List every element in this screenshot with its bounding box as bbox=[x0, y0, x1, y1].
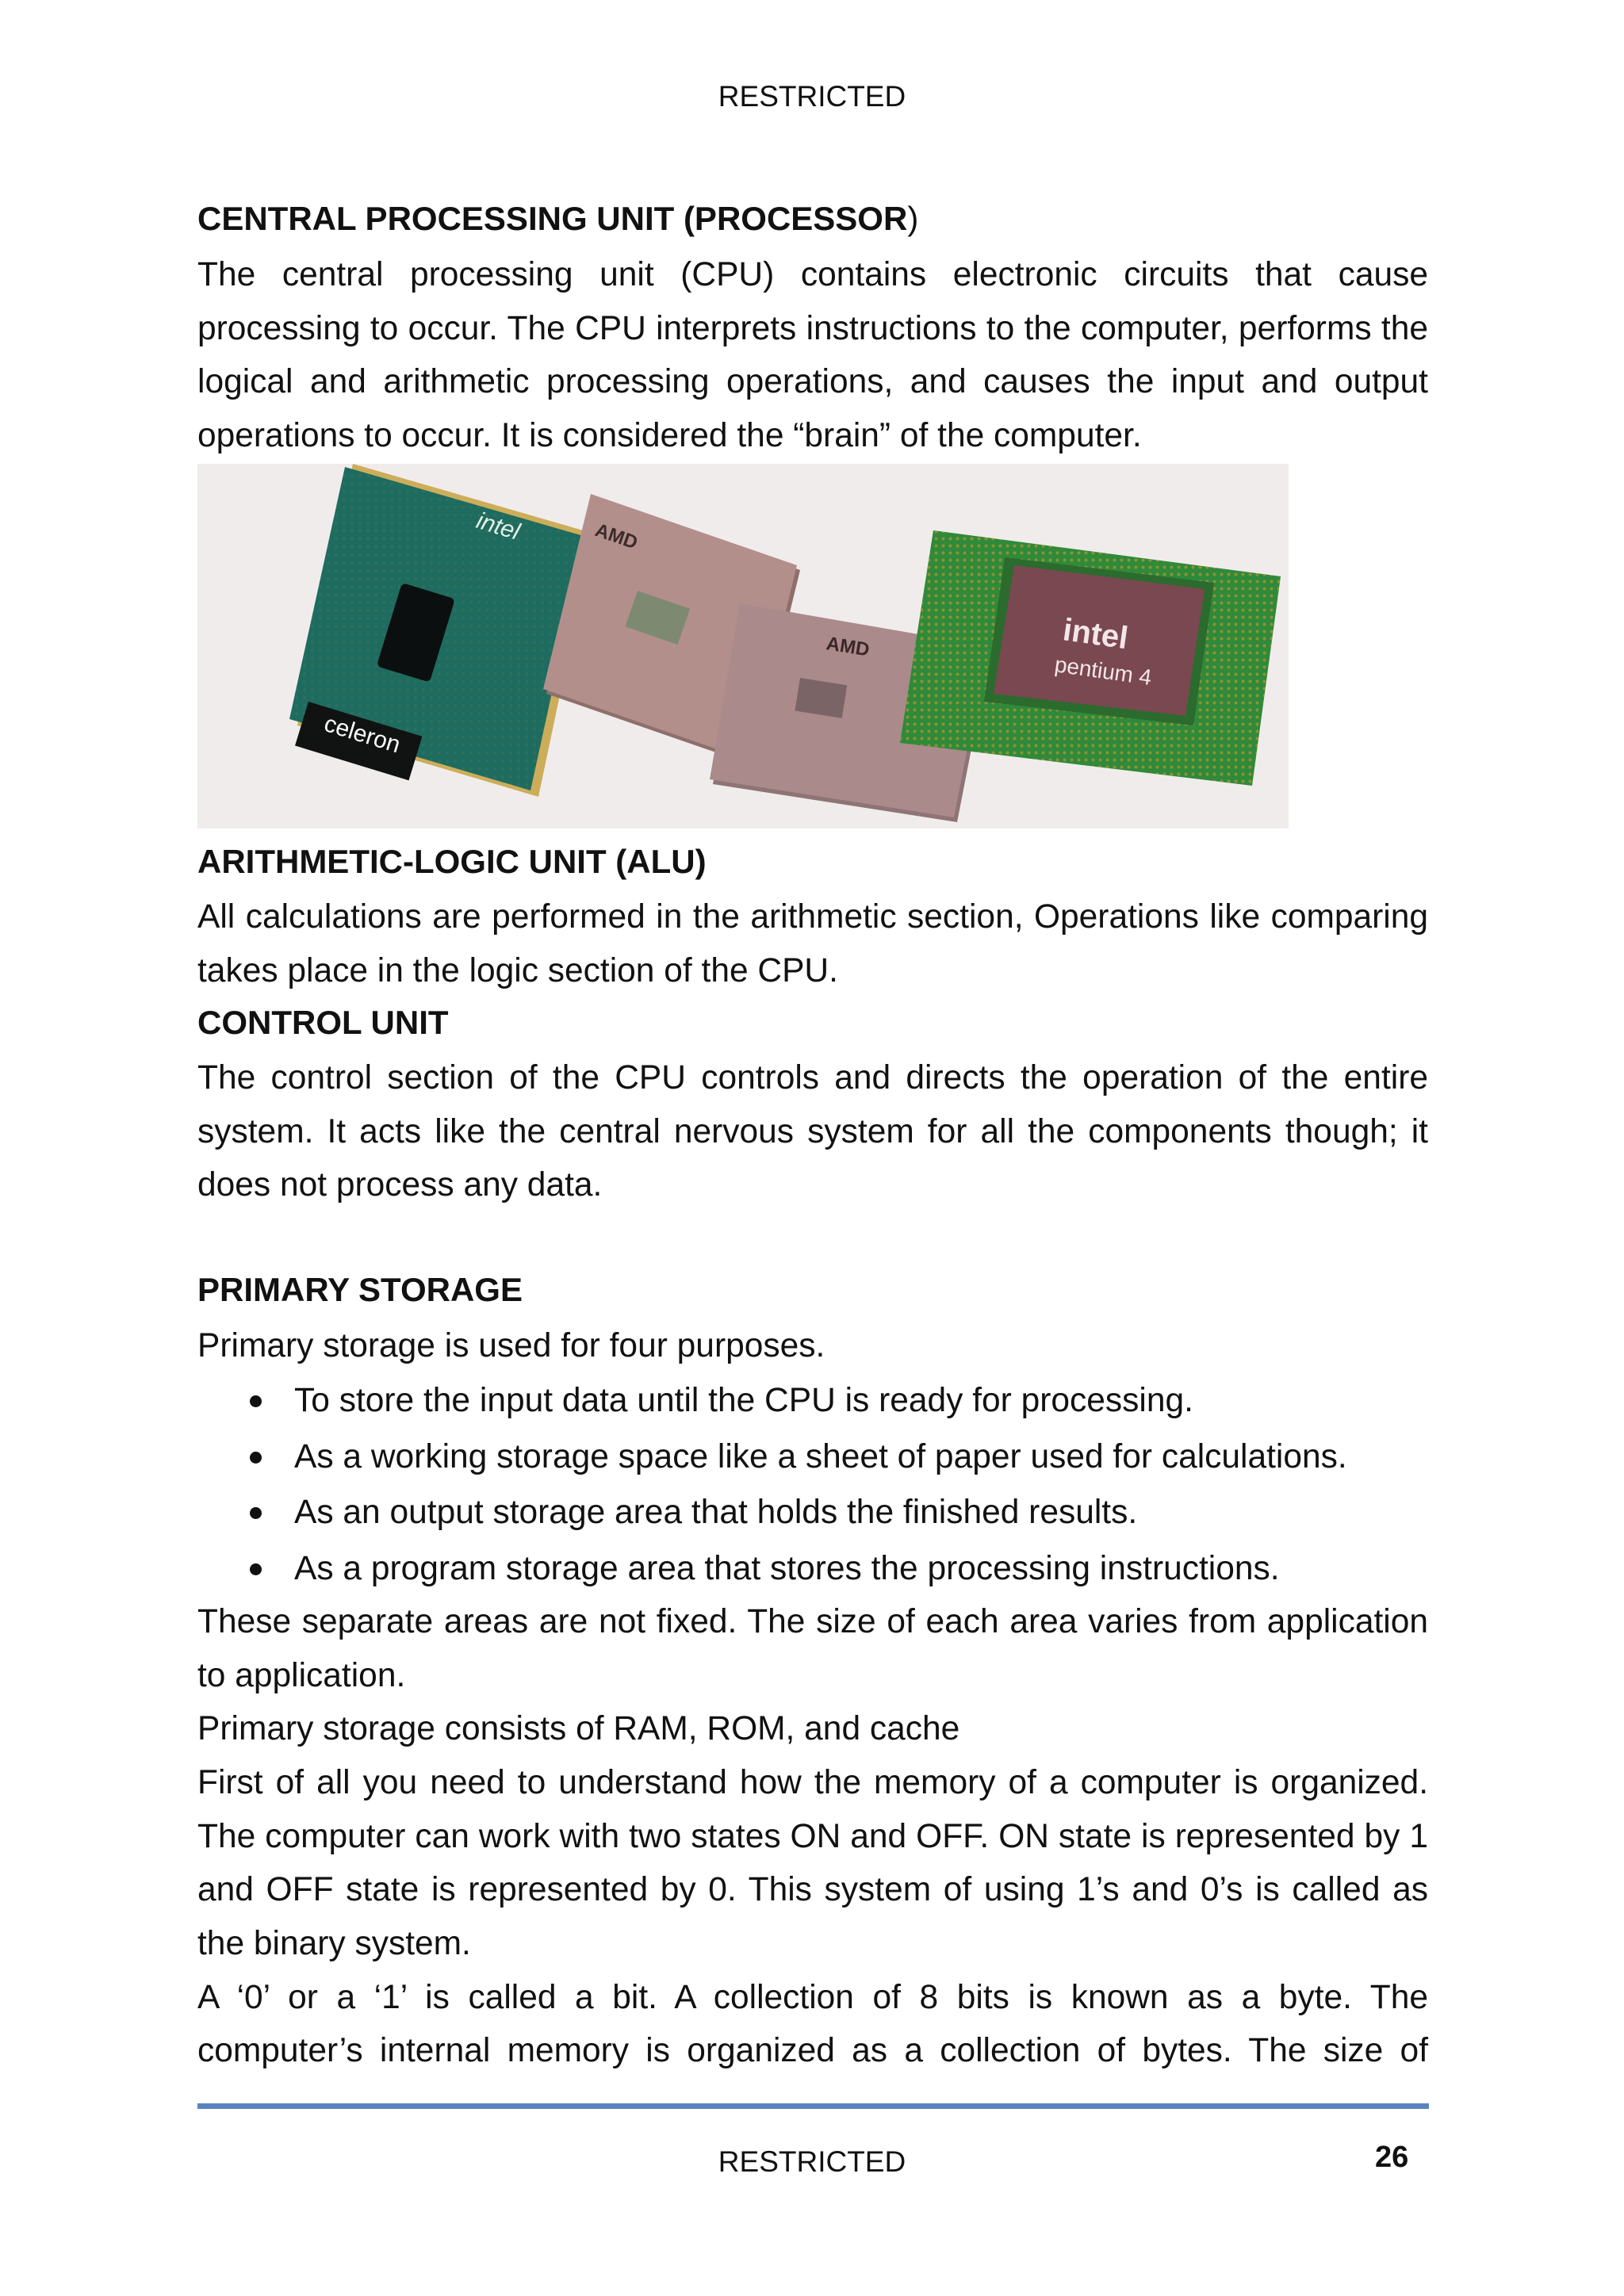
alu-heading: ARITHMETIC-LOGIC UNIT (ALU) bbox=[197, 843, 707, 880]
primary-storage-components: Primary storage consists of RAM, ROM, and cache bbox=[197, 1710, 960, 1747]
bullet-icon bbox=[250, 1507, 262, 1519]
celeron-chip bbox=[289, 464, 594, 797]
list-item: As a working storage space like a sheet of paper used for calculations. bbox=[197, 1429, 1428, 1486]
primary-storage-areas-paragraph: These separate areas are not fixed. The size of each area varies from application to application. bbox=[197, 1603, 1428, 1694]
svg-text:intel: intel bbox=[473, 507, 523, 545]
list-item: To store the input data until the CPU is ready for processing. bbox=[197, 1373, 1428, 1429]
cpu-paragraph: The central processing unit (CPU) contains electronic circuits that cause processing to occur. The CPU interprets instructions to the computer, performs the logical and arithmetic processing operations, and causes the input and output operations to occur. It is considered the “brain” of the computer. bbox=[197, 256, 1428, 454]
footer-classification: RESTRICTED bbox=[718, 2145, 906, 2178]
svg-text:AMD: AMD bbox=[592, 519, 641, 554]
svg-text:AMD: AMD bbox=[825, 633, 871, 661]
bullet-icon bbox=[250, 1563, 262, 1575]
svg-text:celeron: celeron bbox=[320, 710, 404, 759]
control-unit-heading: CONTROL UNIT bbox=[197, 1004, 449, 1041]
bullet-icon bbox=[250, 1395, 262, 1407]
control-unit-paragraph: The control section of the CPU controls and directs the operation of the entire system. It acts like the central nervous system for all the components though; it does not process any data. bbox=[197, 1059, 1428, 1204]
bullet-icon bbox=[250, 1452, 262, 1464]
list-item: As an output storage area that holds the finished results. bbox=[197, 1485, 1428, 1541]
processors-illustration bbox=[197, 464, 1289, 828]
page-number: 26 bbox=[1375, 2141, 1409, 2174]
list-item: As a program storage area that stores the processing instructions. bbox=[197, 1541, 1428, 1598]
footer-rule bbox=[197, 2103, 1429, 2109]
bit-byte-line-2: computer’s internal memory is organized as a collection of bytes. The size of bbox=[197, 2032, 1428, 2069]
primary-storage-purposes-list bbox=[197, 1373, 1428, 1597]
pentium4-chip bbox=[900, 530, 1281, 786]
bit-byte-line-1: A ‘0’ or a ‘1’ is called a bit. A collection of 8 bits is known as a byte. The bbox=[197, 1979, 1428, 2016]
alu-paragraph: All calculations are performed in the arithmetic section, Operations like comparing takes place in the logic section of the CPU. bbox=[197, 898, 1428, 989]
primary-storage-intro: Primary storage is used for four purposes. bbox=[197, 1327, 825, 1364]
header-classification: RESTRICTED bbox=[718, 80, 906, 113]
svg-text:intel: intel bbox=[1060, 612, 1131, 656]
svg-text:pentium 4: pentium 4 bbox=[1053, 652, 1154, 691]
processors-figure bbox=[197, 464, 1289, 828]
primary-storage-heading: PRIMARY STORAGE bbox=[197, 1271, 523, 1308]
memory-organization-paragraph: First of all you need to understand how the memory of a computer is organized. The computer can work with two states ON and OFF. ON state is represented by 1 and OFF state is represented by 0. This system of using 1’s and 0’s is called as the binary system. bbox=[197, 1764, 1428, 1962]
cpu-heading: CENTRAL PROCESSING UNIT (PROCESSOR) bbox=[197, 200, 919, 237]
